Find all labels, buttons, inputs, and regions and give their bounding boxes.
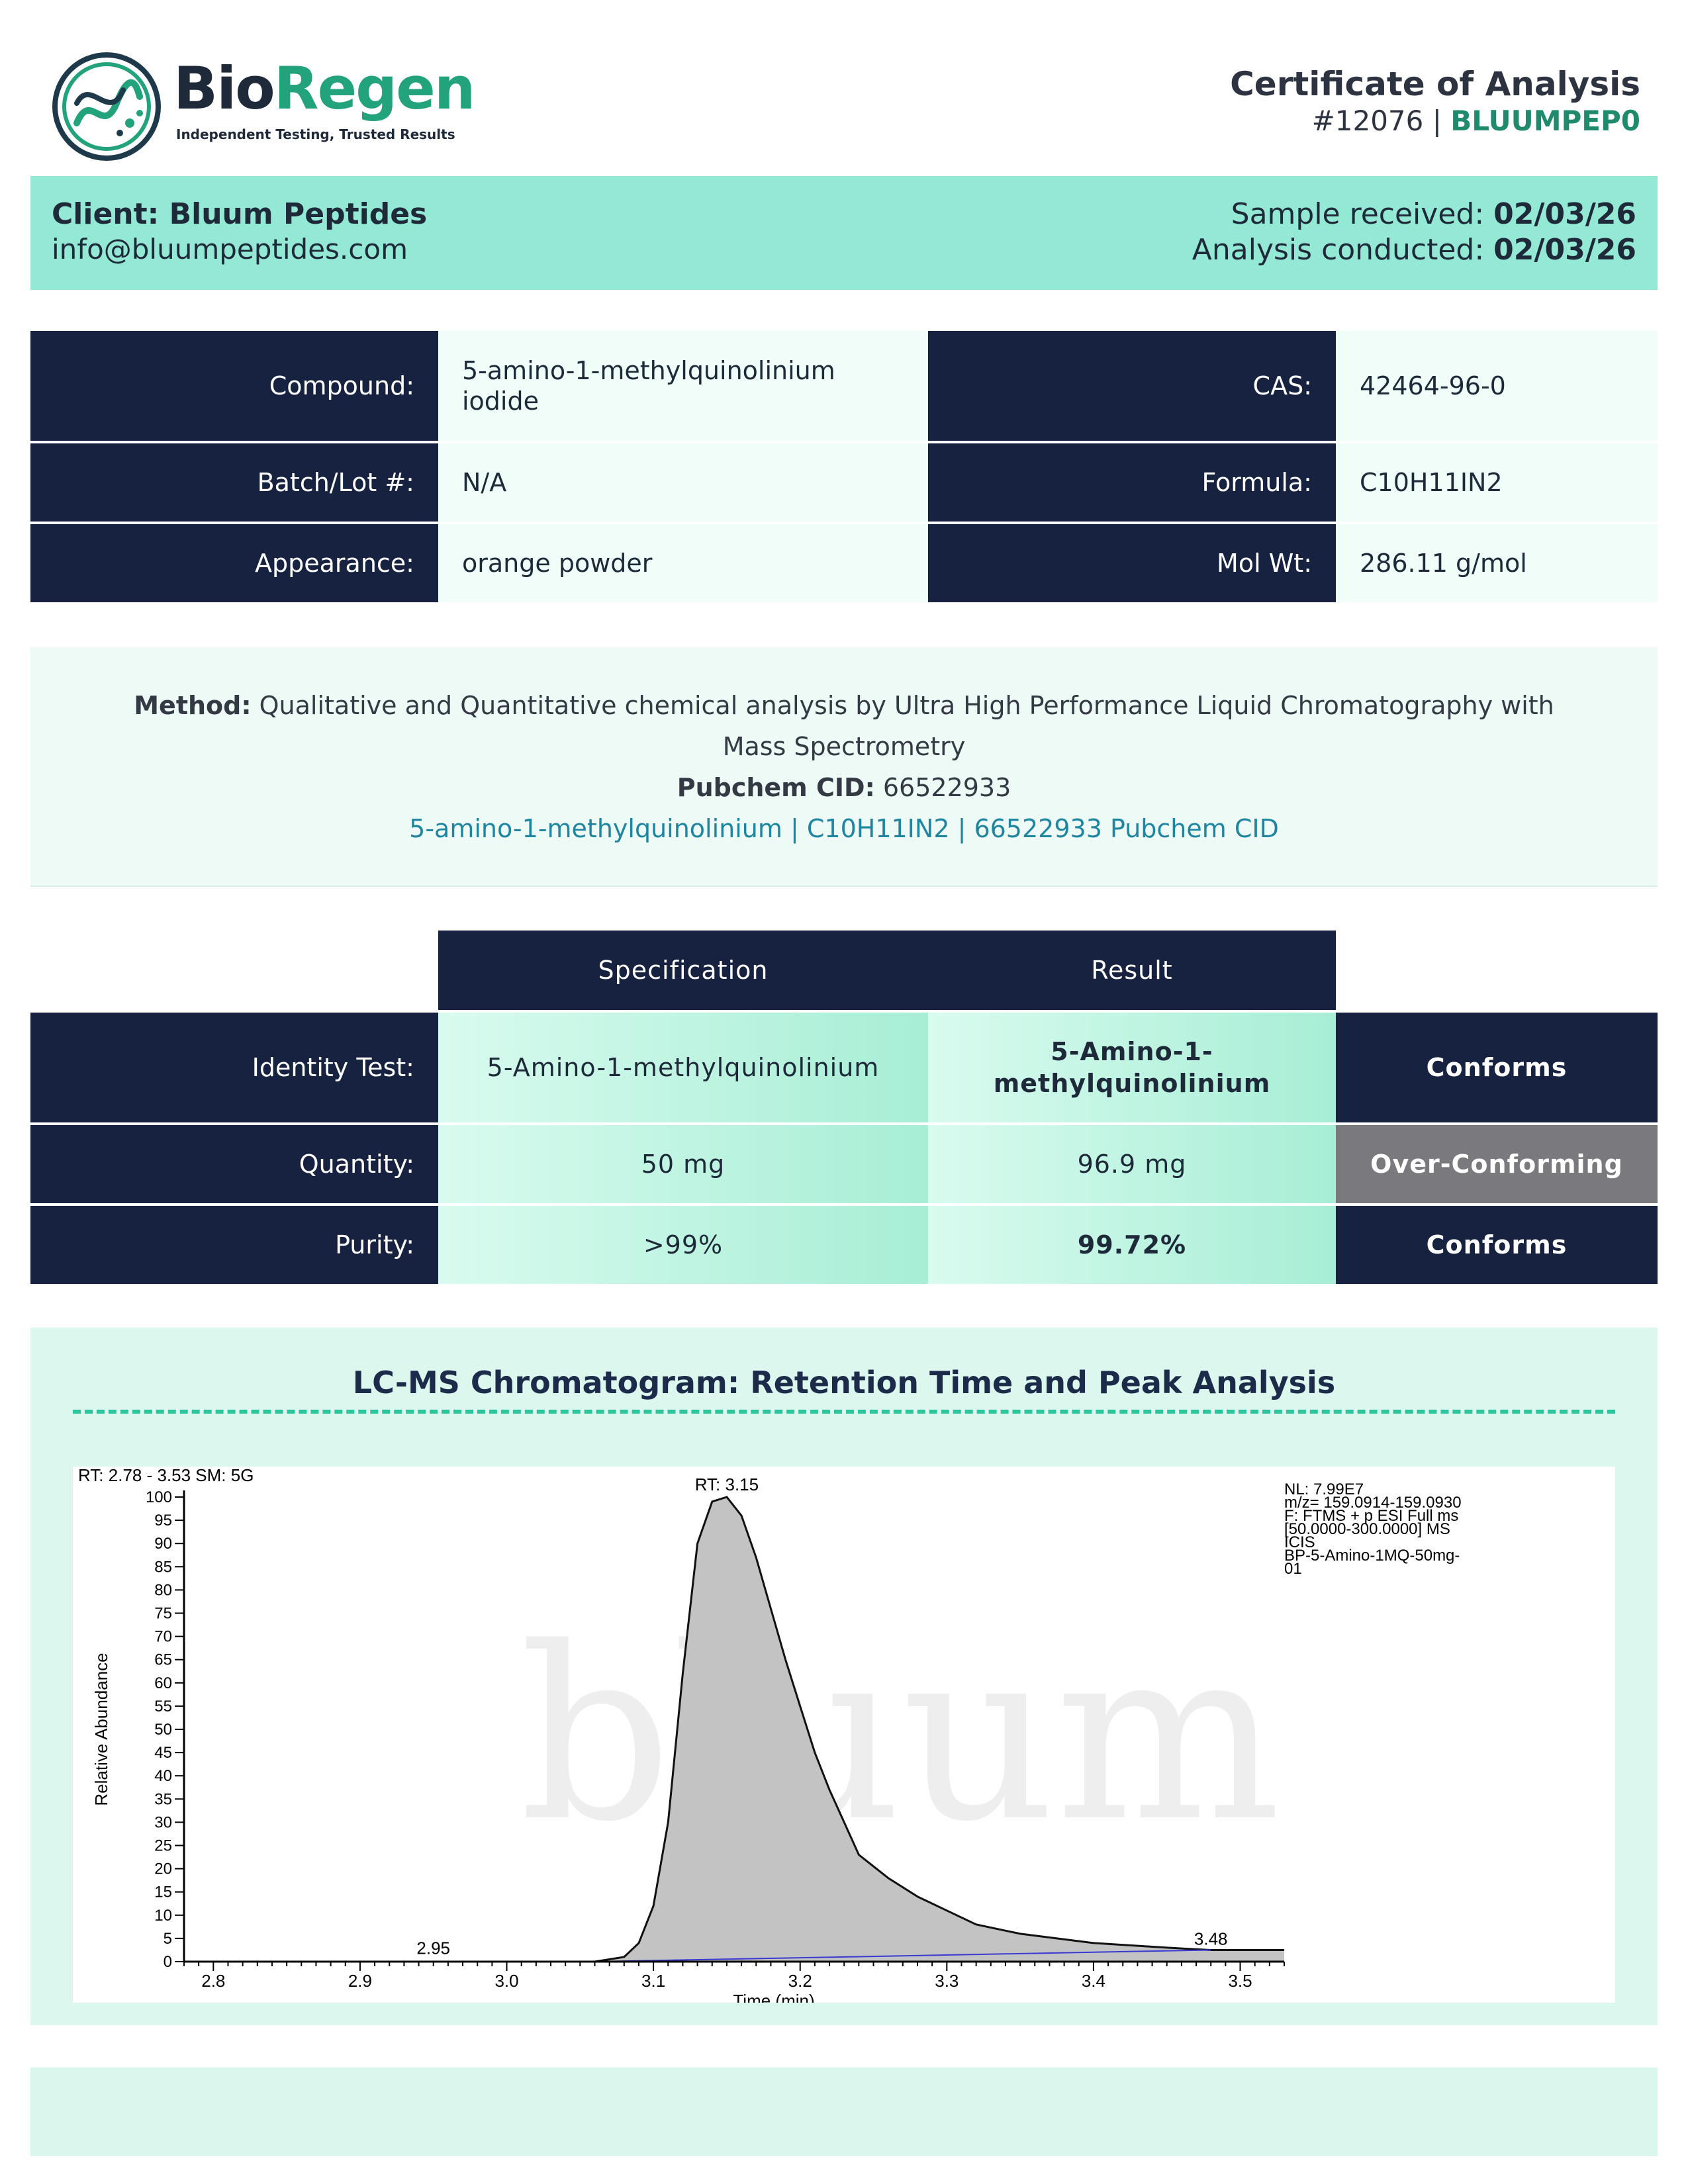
y-tick-label: 65	[154, 1651, 172, 1669]
purity-result: 99.72%	[928, 1206, 1336, 1284]
info-line: F: FTMS + p ESI Full ms	[1284, 1507, 1459, 1525]
certificate-number	[1312, 105, 1640, 137]
info-line: ICIS	[1284, 1533, 1315, 1551]
spec-header: Specification	[438, 931, 928, 1010]
formula-value: C10H11IN2	[1336, 443, 1658, 522]
info-line: NL: 7.99E7	[1284, 1480, 1364, 1498]
y-tick-label: 80	[154, 1581, 172, 1600]
certificate-title: Certificate of Analysis	[1230, 65, 1640, 103]
logo-tagline: Independent Testing, Trusted Results	[176, 126, 455, 142]
cas-label: CAS:	[928, 331, 1336, 441]
x-tick-label: 3.5	[1228, 1971, 1252, 1991]
y-tick-label: 50	[154, 1721, 172, 1739]
x-tick-label: 2.9	[348, 1971, 372, 1991]
identity-label: Identity Test:	[30, 1013, 438, 1122]
y-tick-label: 35	[154, 1790, 172, 1809]
result-header: Result	[928, 931, 1336, 1010]
y-tick-label: 60	[154, 1674, 172, 1692]
y-tick-label: 55	[154, 1697, 172, 1715]
formula-label: Formula:	[928, 443, 1336, 522]
analysis-conducted	[1192, 233, 1636, 267]
y-tick-label: 15	[154, 1883, 172, 1901]
x-tick-label: 2.8	[201, 1971, 226, 1991]
pubchem-label: Pubchem CID:	[677, 773, 875, 802]
y-axis-label: Relative Abundance	[91, 1653, 111, 1806]
client-band	[30, 176, 1658, 290]
watermark: bluum	[519, 1596, 1282, 1874]
cert-code: BLUUMPEP0	[1450, 105, 1640, 137]
method-line2: Mass Spectrometry	[722, 732, 966, 761]
quantity-spec: 50 mg	[438, 1125, 928, 1203]
y-tick-label: 30	[154, 1813, 172, 1832]
compound-value: 5-amino-1-methylquinolinium iodide	[438, 331, 928, 441]
y-tick-label: 75	[154, 1604, 172, 1623]
purity-status: Conforms	[1336, 1206, 1658, 1284]
molwt-value: 286.11 g/mol	[1336, 524, 1658, 602]
pubchem-value: 66522933	[882, 773, 1011, 802]
identity-spec: 5-Amino-1-methylquinolinium	[438, 1013, 928, 1122]
chromatogram-svg	[73, 1467, 1615, 2003]
quantity-label: Quantity:	[30, 1125, 438, 1203]
y-tick-label: 40	[154, 1767, 172, 1786]
purity-spec: >99%	[438, 1206, 928, 1284]
info-line: BP-5-Amino-1MQ-50mg-	[1284, 1547, 1460, 1565]
client-name: Client: Bluum Peptides	[52, 197, 428, 231]
appearance-label: Appearance:	[30, 524, 438, 602]
x-axis-label: Time (min)	[733, 1991, 815, 2003]
chart-section-title: LC-MS Chromatogram: Retention Time and Peak Analysis	[352, 1365, 1336, 1400]
method-label: Method:	[134, 691, 252, 720]
sample-received-value: 02/03/26	[1493, 197, 1636, 231]
y-tick-label: 0	[163, 1953, 172, 1971]
analysis-conducted-value: 02/03/26	[1493, 233, 1636, 267]
peak-annotation: 3.48	[1194, 1929, 1228, 1949]
y-tick-label: 70	[154, 1627, 172, 1646]
quantity-status: Over-Conforming	[1336, 1125, 1658, 1203]
info-line: m/z= 159.0914-159.0930	[1284, 1494, 1462, 1512]
y-tick-label: 90	[154, 1535, 172, 1553]
y-tick-label: 85	[154, 1558, 172, 1576]
appearance-value: orange powder	[438, 524, 928, 602]
y-tick-label: 20	[154, 1860, 172, 1878]
cert-number: #12076 |	[1311, 105, 1442, 137]
info-line: 01	[1284, 1560, 1302, 1578]
molwt-label: Mol Wt:	[928, 524, 1336, 602]
peak-annotation: 2.95	[416, 1938, 451, 1958]
compound-label: Compound:	[30, 331, 438, 441]
method-text: Qualitative and Quantitative chemical analysis by Ultra High Performance Liquid Chromatography with	[259, 691, 1554, 720]
y-tick-label: 45	[154, 1744, 172, 1762]
sample-received-label: Sample received:	[1231, 197, 1485, 231]
footer-band	[30, 2068, 1658, 2156]
logo-wordmark: BioRegen	[173, 54, 475, 122]
batch-value: N/A	[438, 443, 928, 522]
logo	[50, 50, 712, 163]
identity-status: Conforms	[1336, 1013, 1658, 1122]
y-tick-label: 5	[163, 1929, 172, 1948]
chromatogram	[73, 1467, 1615, 2003]
info-line: [50.0000-300.0000] MS	[1284, 1520, 1450, 1538]
pubchem-link[interactable]: 5-amino-1-methylquinolinium | C10H11IN2 | 66522933 Pubchem CID	[409, 814, 1279, 843]
sample-received	[1231, 197, 1636, 231]
x-tick-label: 3.2	[788, 1971, 812, 1991]
y-tick-label: 10	[154, 1906, 172, 1925]
chart-panel	[30, 1328, 1658, 2025]
y-tick-label: 25	[154, 1837, 172, 1855]
method-line1	[30, 691, 1658, 720]
x-tick-label: 3.3	[935, 1971, 959, 1991]
purity-label: Purity:	[30, 1206, 438, 1284]
client-email: info@bluumpeptides.com	[52, 233, 408, 265]
quantity-result: 96.9 mg	[928, 1125, 1336, 1203]
batch-label: Batch/Lot #:	[30, 443, 438, 522]
x-tick-label: 3.0	[494, 1971, 519, 1991]
analysis-conducted-label: Analysis conducted:	[1192, 233, 1485, 267]
title-divider	[73, 1410, 1615, 1414]
x-tick-label: 3.4	[1081, 1971, 1105, 1991]
method-box	[30, 647, 1658, 887]
pubchem-line	[30, 773, 1658, 802]
y-tick-label: 100	[145, 1488, 172, 1506]
cas-value: 42464-96-0	[1336, 331, 1658, 441]
y-tick-label: 95	[154, 1512, 172, 1530]
x-tick-label: 3.1	[641, 1971, 666, 1991]
identity-result: 5-Amino-1-methylquinolinium	[928, 1013, 1336, 1122]
peak-rt-label: RT: 3.15	[694, 1475, 759, 1494]
range-label: RT: 2.78 - 3.53 SM: 5G	[78, 1467, 254, 1485]
logo-icon	[50, 50, 163, 163]
